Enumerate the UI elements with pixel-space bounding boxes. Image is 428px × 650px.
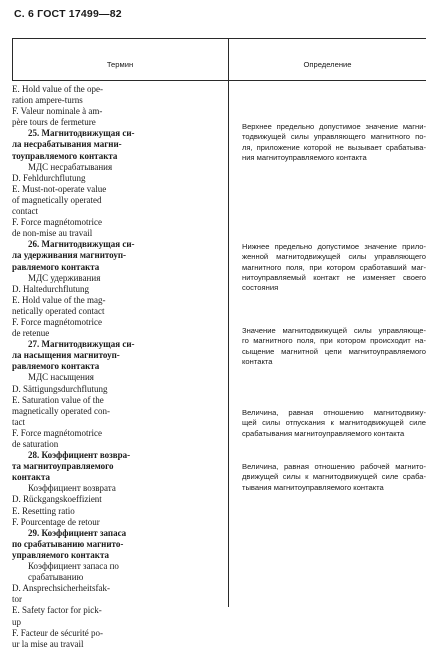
page-header: С. 6 ГОСТ 17499—82 — [14, 8, 122, 20]
definition-line: срабатывания магнитоуправляемого контакта — [242, 428, 405, 438]
definition-line: Нижнее предельно допустимое значение прило- — [242, 242, 426, 251]
definition-line: Верхнее предельно допустимое значение магни- — [242, 122, 426, 131]
term-line: netically operated contact — [12, 305, 105, 316]
definition-block — [242, 326, 426, 367]
definition-block — [242, 462, 426, 493]
term-heading-line: 28. Коэффициент возвра- — [28, 450, 131, 461]
term-line: E. Must-not-operate value — [12, 183, 107, 194]
column-header-definition: Определение — [303, 60, 352, 69]
term-line: F. Force magnétomotrice — [12, 316, 103, 327]
term-line: МДС несрабатывания — [28, 161, 113, 172]
term-line: МДС насыщения — [28, 372, 94, 383]
term-line: E. Resetting ratio — [12, 505, 75, 516]
term-heading-line: та магнитоуправляемого — [12, 461, 114, 472]
definition-line: Величина, равная отношению магнитодвижу- — [242, 408, 426, 417]
term-line: ration ampere-turns — [12, 95, 83, 106]
term-line: D. Ansprechsicherheitsfak- — [12, 583, 110, 594]
term-line: de saturation — [12, 439, 59, 449]
table-top-rule — [12, 38, 426, 39]
term-line: D. Haltedurchflutung — [12, 283, 89, 294]
definition-block — [242, 122, 426, 163]
term-heading-line: 29. Коэффициент запаса — [28, 527, 127, 538]
term-line: Коэффициент возврата — [28, 483, 116, 494]
definition-line: ля, приложение которой не вызывает срабатыва- — [242, 142, 426, 152]
term-line: ur la mise au travail — [12, 638, 84, 649]
term-heading-line: ла несрабатывания магни- — [12, 139, 122, 150]
term-heading-line: равляемого контакта — [12, 261, 100, 272]
term-line: of magnetically operated — [12, 194, 102, 205]
definition-line: Значение магнитодвижущей силы управляюще- — [242, 326, 426, 335]
term-line: de retenue — [12, 328, 50, 339]
term-heading-line: контакта — [12, 472, 50, 483]
term-heading-line: ла удерживания магнитоуп- — [12, 250, 127, 261]
term-line: Коэффициент запаса по — [28, 561, 119, 572]
term-line: срабатыванию — [28, 572, 84, 583]
definition-line: контакта — [242, 356, 273, 366]
term-line: F. Pourcentage de retour — [12, 516, 100, 527]
table-header-rule — [12, 80, 426, 81]
term-heading-line: управляемого контакта — [12, 549, 109, 560]
definition-line: сыщение магнитной цепи магнитоуправляемого — [242, 346, 426, 356]
definition-line: магнитного поля, при котором сработавший маг- — [242, 262, 426, 272]
term-line: D. Fehldurchflutung — [12, 172, 86, 183]
term-heading-line: 27. Магнитодвижущая си- — [28, 339, 135, 350]
term-line: père tours de fermeture — [12, 117, 96, 128]
term-heading-line: по срабатыванию магнито- — [12, 538, 124, 549]
definition-line: тодвижущей силы управляющего магнитного по- — [242, 132, 426, 142]
term-line: magnetically operated con- — [12, 405, 110, 416]
term-line: F. Force magnétomotrice — [12, 427, 103, 438]
column-header-terms: Термин — [106, 60, 134, 69]
definition-line: движущей силы к магнитодвижущей силе сраба- — [242, 472, 426, 482]
term-line: D. Rückgangskoeffizient — [12, 494, 102, 505]
term-heading-line: ла насыщения магнитоуп- — [12, 350, 120, 361]
terms-column — [12, 84, 217, 650]
column-divider — [228, 38, 229, 607]
term-line: tact — [12, 416, 25, 427]
term-line: E. Safety factor for pick- — [12, 605, 102, 616]
definition-line: ния магнитоуправляемого контакта — [242, 152, 367, 162]
term-line: contact — [12, 206, 38, 217]
term-line: E. Saturation value of the — [12, 394, 104, 405]
definition-line: Величина, равная отношению рабочей магнито- — [242, 462, 426, 471]
definition-line: нитоуправляемый контакт не изменяет своего — [242, 272, 426, 282]
term-heading-line: равляемого контакта — [12, 361, 100, 372]
definition-line: женной магнитодвижущей силы управляющего — [242, 252, 426, 262]
definition-line: щей силы отпускания к магнитодвижущей силе — [242, 418, 426, 428]
definition-line: состояния — [242, 283, 279, 293]
term-line: F. Facteur de sécurité po- — [12, 627, 103, 638]
term-heading-line: тоуправляемого контакта — [12, 150, 118, 161]
definition-block — [242, 408, 426, 439]
term-line: МДС удерживания — [28, 272, 101, 283]
term-line: D. Sättigungsdurchflutung — [12, 383, 108, 394]
term-line: F. Force magnétomotrice — [12, 217, 103, 228]
term-line: E. Hold value of the ope- — [12, 84, 103, 94]
term-line: up — [12, 616, 21, 627]
definition-block — [242, 242, 426, 293]
definition-line: тывания магнитоуправляемого контакта — [242, 482, 384, 492]
term-line: F. Valeur nominale à am- — [12, 106, 103, 117]
term-line: tor — [12, 594, 22, 605]
term-heading-line: 25. Магнитодвижущая си- — [28, 128, 135, 139]
definition-line: го магнитного поля, при котором происходит на- — [242, 336, 426, 346]
term-line: de non-mise au travail — [12, 228, 93, 239]
term-heading-line: 26. Магнитодвижущая си- — [28, 239, 135, 250]
term-line: E. Hold value of the mag- — [12, 294, 106, 305]
